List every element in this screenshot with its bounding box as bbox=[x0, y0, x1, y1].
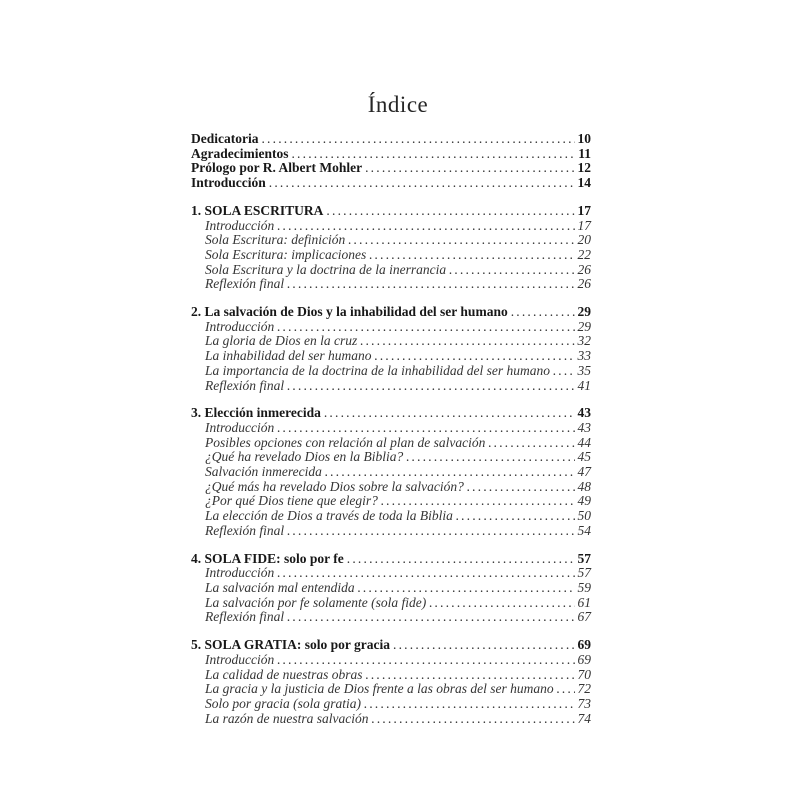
toc-entry-label: Introducción bbox=[205, 565, 275, 581]
toc-entry-label: La inhabilidad del ser humano bbox=[205, 348, 372, 364]
toc-entry-page-number: 57 bbox=[577, 550, 591, 566]
dot-leader bbox=[322, 465, 575, 480]
toc-row-chapter-title bbox=[191, 638, 591, 653]
toc-row-chapter-entry bbox=[191, 233, 591, 248]
toc-entry-label: Prólogo por R. Albert Mohler bbox=[191, 160, 363, 176]
toc-entry-label: Reflexión final bbox=[205, 522, 285, 538]
toc-row-chapter-entry bbox=[191, 668, 591, 683]
toc-entry-label: La elección de Dios a través de toda la Biblia bbox=[205, 508, 453, 524]
toc-entry-label: Reflexión final bbox=[205, 609, 285, 625]
toc-chapter-5 bbox=[191, 638, 591, 726]
toc-entry-label: La razón de nuestra salvación bbox=[205, 710, 369, 726]
toc-entry-page-number: 49 bbox=[577, 493, 591, 509]
toc-entry-label: La importancia de la doctrina de la inhabilidad del ser humano bbox=[205, 362, 550, 378]
toc-row-chapter-entry bbox=[191, 712, 591, 727]
toc-row-chapter-entry bbox=[191, 596, 591, 611]
toc-entry-label: Posibles opciones con relación al plan de salvación bbox=[205, 434, 486, 450]
toc-entry-page-number: 12 bbox=[577, 160, 591, 176]
toc-row-chapter-entry bbox=[191, 219, 591, 234]
toc-entry-label: ¿Qué ha revelado Dios en la Biblia? bbox=[205, 449, 404, 465]
toc-entry-page-number: 26 bbox=[577, 276, 591, 292]
toc-entry-label: La gracia y la justicia de Dios frente a las obras del ser humano bbox=[205, 681, 554, 697]
toc-row-chapter-title bbox=[191, 406, 591, 421]
dot-leader bbox=[453, 509, 575, 524]
toc-row-chapter-entry bbox=[191, 436, 591, 451]
toc-row-chapter-entry bbox=[191, 277, 591, 292]
dot-leader bbox=[378, 494, 575, 509]
dot-leader bbox=[274, 219, 575, 234]
toc-row-chapter-entry bbox=[191, 653, 591, 668]
dot-leader bbox=[554, 682, 575, 697]
toc-entry-page-number: 47 bbox=[577, 464, 591, 480]
dot-leader bbox=[321, 406, 575, 421]
dot-leader bbox=[345, 233, 575, 248]
toc-entry-page-number: 48 bbox=[577, 478, 591, 494]
toc-row-chapter-entry bbox=[191, 566, 591, 581]
toc-row-chapter-entry bbox=[191, 379, 591, 394]
toc-entry-page-number: 72 bbox=[577, 681, 591, 697]
toc-entry-page-number: 29 bbox=[577, 304, 591, 320]
toc-entry-label: Reflexión final bbox=[205, 377, 285, 393]
toc-entry-page-number: 14 bbox=[577, 175, 591, 191]
dot-leader bbox=[369, 712, 576, 727]
toc-row-chapter-entry bbox=[191, 682, 591, 697]
toc-row-chapter-entry bbox=[191, 364, 591, 379]
toc-entry-page-number: 74 bbox=[577, 710, 591, 726]
toc-row-chapter-entry bbox=[191, 421, 591, 436]
toc-entry-page-number: 61 bbox=[577, 594, 591, 610]
dot-leader bbox=[288, 147, 575, 162]
dot-leader bbox=[403, 450, 575, 465]
toc-entry-page-number: 26 bbox=[577, 261, 591, 277]
toc-row-chapter-title bbox=[191, 305, 591, 320]
toc-entry-page-number: 41 bbox=[577, 377, 591, 393]
toc-entry-label: 1. SOLA ESCRITURA bbox=[191, 202, 324, 218]
dot-leader bbox=[361, 697, 575, 712]
toc-entry-label: Introducción bbox=[205, 651, 275, 667]
dot-leader bbox=[266, 176, 575, 191]
dot-leader bbox=[390, 638, 575, 653]
toc-entry-label: ¿Qué más ha revelado Dios sobre la salvación? bbox=[205, 478, 464, 494]
dot-leader bbox=[274, 421, 575, 436]
toc-row-chapter-entry bbox=[191, 450, 591, 465]
toc-row-chapter-entry bbox=[191, 509, 591, 524]
toc-entry-page-number: 35 bbox=[577, 362, 591, 378]
toc-entry-label: Solo por gracia (sola gratia) bbox=[205, 695, 362, 711]
toc-row-chapter-entry bbox=[191, 349, 591, 364]
dot-leader bbox=[508, 305, 575, 320]
toc-row-chapter-entry bbox=[191, 248, 591, 263]
toc-chapter-4 bbox=[191, 552, 591, 626]
toc-entry-label: ¿Por qué Dios tiene que elegir? bbox=[205, 493, 378, 509]
toc-chapter-1 bbox=[191, 204, 591, 292]
toc-entry-label: La salvación mal entendida bbox=[205, 579, 355, 595]
dot-leader bbox=[357, 334, 575, 349]
toc-entry-page-number: 73 bbox=[577, 695, 591, 711]
toc-entry-page-number: 43 bbox=[577, 419, 591, 435]
dot-leader bbox=[446, 263, 575, 278]
toc-row-chapter-entry bbox=[191, 263, 591, 278]
toc-entry-page-number: 11 bbox=[578, 145, 591, 161]
dot-leader bbox=[464, 480, 575, 495]
toc-entry-label: Reflexión final bbox=[205, 276, 285, 292]
toc-entry-page-number: 29 bbox=[577, 318, 591, 334]
toc-entry-page-number: 45 bbox=[577, 449, 591, 465]
toc-entry-label: 4. SOLA FIDE: solo por fe bbox=[191, 550, 344, 566]
toc-entry-label: Introducción bbox=[191, 175, 266, 191]
toc-row-front-matter-entry bbox=[191, 161, 591, 176]
toc-front-matter bbox=[191, 132, 591, 191]
toc-entry-label: La calidad de nuestras obras bbox=[205, 666, 363, 682]
dot-leader bbox=[550, 364, 575, 379]
dot-leader bbox=[355, 581, 575, 596]
page-title: Índice bbox=[367, 92, 429, 117]
toc-content-column bbox=[191, 0, 591, 739]
dot-leader bbox=[344, 552, 575, 567]
toc-entry-page-number: 54 bbox=[577, 522, 591, 538]
toc-row-chapter-entry bbox=[191, 697, 591, 712]
dot-leader bbox=[274, 653, 575, 668]
toc-entry-page-number: 20 bbox=[577, 232, 591, 248]
toc-entry-label: Sola Escritura y la doctrina de la inerrancia bbox=[205, 261, 447, 277]
toc-entry-page-number: 57 bbox=[577, 565, 591, 581]
dot-leader bbox=[362, 161, 575, 176]
dot-leader bbox=[284, 524, 575, 539]
toc-entry-label: La gloria de Dios en la cruz bbox=[205, 333, 358, 349]
toc-row-chapter-entry bbox=[191, 320, 591, 335]
toc-entry-page-number: 69 bbox=[577, 651, 591, 667]
toc-row-chapter-entry bbox=[191, 494, 591, 509]
toc-entry-label: Agradecimientos bbox=[191, 145, 289, 161]
toc-row-chapter-entry bbox=[191, 465, 591, 480]
toc-row-chapter-entry bbox=[191, 524, 591, 539]
dot-leader bbox=[366, 248, 575, 263]
dot-leader bbox=[323, 204, 575, 219]
toc-row-chapter-entry bbox=[191, 334, 591, 349]
toc-entry-label: La salvación por fe solamente (sola fide) bbox=[205, 594, 427, 610]
toc-entry-label: 5. SOLA GRATIA: solo por gracia bbox=[191, 637, 391, 653]
toc-entry-page-number: 32 bbox=[577, 333, 591, 349]
toc-entry-page-number: 44 bbox=[577, 434, 591, 450]
toc-entry-page-number: 67 bbox=[577, 609, 591, 625]
table-of-contents bbox=[191, 132, 591, 726]
dot-leader bbox=[363, 668, 575, 683]
toc-chapter-2 bbox=[191, 305, 591, 393]
toc-entry-page-number: 50 bbox=[577, 508, 591, 524]
toc-entry-page-number: 43 bbox=[577, 405, 591, 421]
toc-entry-label: 2. La salvación de Dios y la inhabilidad del ser humano bbox=[191, 304, 508, 320]
toc-entry-page-number: 22 bbox=[577, 246, 591, 262]
dot-leader bbox=[284, 379, 575, 394]
toc-row-chapter-entry bbox=[191, 480, 591, 495]
toc-entry-page-number: 17 bbox=[577, 217, 591, 233]
toc-entry-page-number: 17 bbox=[577, 202, 591, 218]
dot-leader bbox=[372, 349, 575, 364]
toc-entry-page-number: 69 bbox=[577, 637, 591, 653]
toc-chapter-3 bbox=[191, 406, 591, 538]
toc-row-chapter-title bbox=[191, 552, 591, 567]
toc-entry-page-number: 70 bbox=[577, 666, 591, 682]
toc-entry-label: Dedicatoria bbox=[191, 131, 259, 146]
toc-entry-label: Introducción bbox=[205, 419, 275, 435]
toc-entry-label: Introducción bbox=[205, 217, 275, 233]
dot-leader bbox=[284, 277, 575, 292]
dot-leader bbox=[258, 132, 575, 147]
toc-row-chapter-entry bbox=[191, 581, 591, 596]
toc-row-front-matter-entry bbox=[191, 132, 591, 147]
dot-leader bbox=[284, 610, 575, 625]
toc-row-front-matter-entry bbox=[191, 147, 591, 162]
toc-entry-label: Sola Escritura: definición bbox=[205, 232, 346, 248]
toc-entry-page-number: 59 bbox=[577, 579, 591, 595]
dot-leader bbox=[274, 566, 575, 581]
toc-entry-page-number: 10 bbox=[577, 131, 591, 146]
toc-entry-label: Introducción bbox=[205, 318, 275, 334]
toc-row-chapter-entry bbox=[191, 610, 591, 625]
toc-entry-label: Sola Escritura: implicaciones bbox=[205, 246, 367, 262]
toc-entry-label: Salvación inmerecida bbox=[205, 464, 322, 480]
toc-row-chapter-title bbox=[191, 204, 591, 219]
toc-entry-page-number: 33 bbox=[577, 348, 591, 364]
toc-entry-label: 3. Elección inmerecida bbox=[191, 405, 321, 421]
dot-leader bbox=[426, 596, 575, 611]
toc-row-front-matter-entry bbox=[191, 176, 591, 191]
dot-leader bbox=[485, 436, 575, 451]
dot-leader bbox=[274, 320, 575, 335]
